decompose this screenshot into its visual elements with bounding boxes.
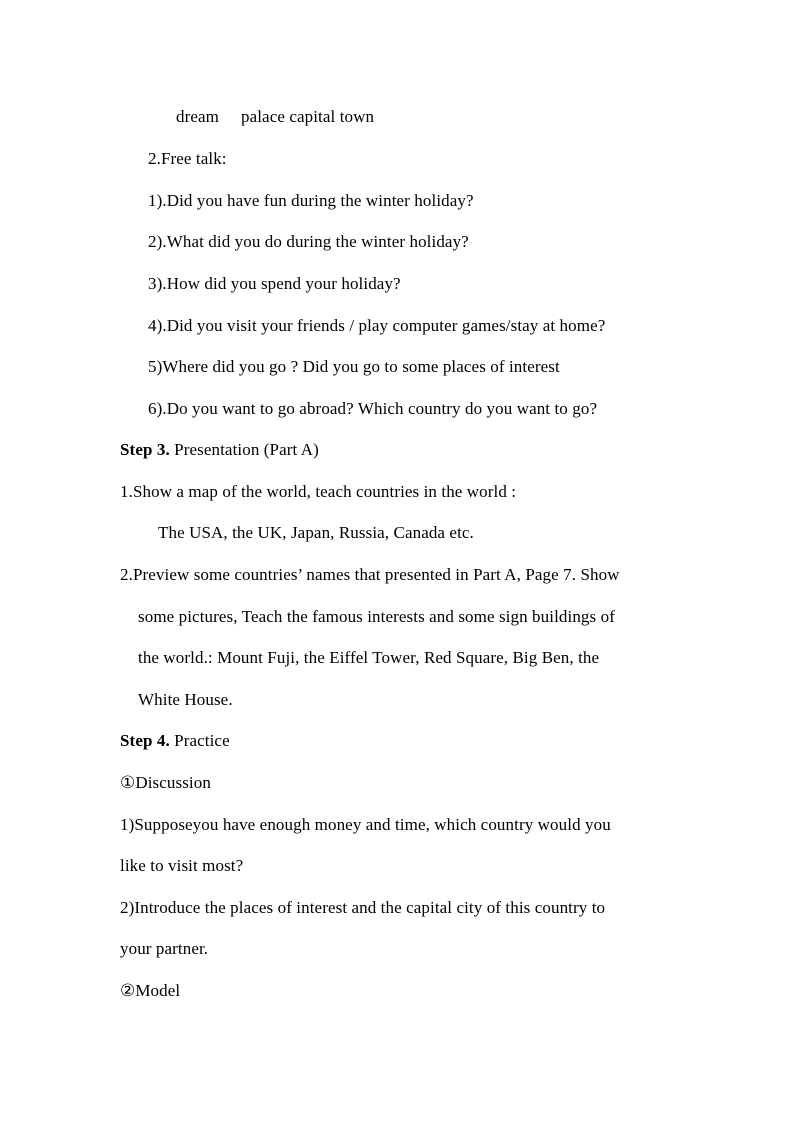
discussion-line: 2)Introduce the places of interest and the capital city of this country to — [120, 898, 606, 917]
free-talk-question: 6).Do you want to go abroad? Which country do you want to go? — [148, 399, 598, 418]
free-talk-question: 2).What did you do during the winter holiday? — [148, 232, 469, 251]
free-talk-question: 3).How did you spend your holiday? — [148, 274, 401, 293]
free-talk-question: 1).Did you have fun during the winter holiday? — [148, 191, 474, 210]
model-heading: ②Model — [120, 981, 181, 1000]
step3-heading — [120, 440, 319, 460]
step4-label: Step 4. — [120, 731, 170, 750]
free-talk-question: 4).Did you visit your friends / play computer games/stay at home? — [148, 316, 606, 335]
step4-heading — [120, 731, 230, 751]
step3-label: Step 3. — [120, 440, 170, 459]
discussion-line: like to visit most? — [120, 856, 244, 875]
step3-item2-line: 2.Preview some countries’ names that presented in Part A, Page 7. Show — [120, 565, 620, 584]
free-talk-question: 5)Where did you go ? Did you go to some places of interest — [148, 357, 560, 376]
step3-item1: 1.Show a map of the world, teach countries in the world : — [120, 482, 517, 501]
step3-title: Presentation (Part A) — [169, 440, 319, 459]
step4-title: Practice — [169, 731, 230, 750]
step3-item2-line: some pictures, Teach the famous interests and some sign buildings of — [138, 607, 615, 626]
vocab-word-dream: dream — [176, 107, 219, 126]
free-talk-heading: 2.Free talk: — [148, 149, 227, 168]
vocab-words-rest: palace capital town — [240, 107, 375, 126]
discussion-line: your partner. — [120, 939, 209, 958]
discussion-heading: ①Discussion — [120, 773, 211, 792]
vocabulary-line — [176, 107, 374, 127]
step3-item2-line: the world.: Mount Fuji, the Eiffel Tower, Red Square, Big Ben, the — [138, 648, 600, 667]
step3-item1-detail: The USA, the UK, Japan, Russia, Canada etc. — [158, 523, 474, 542]
step3-item2-line: White House. — [138, 690, 233, 709]
discussion-line: 1)Supposeyou have enough money and time, which country would you — [120, 815, 611, 834]
